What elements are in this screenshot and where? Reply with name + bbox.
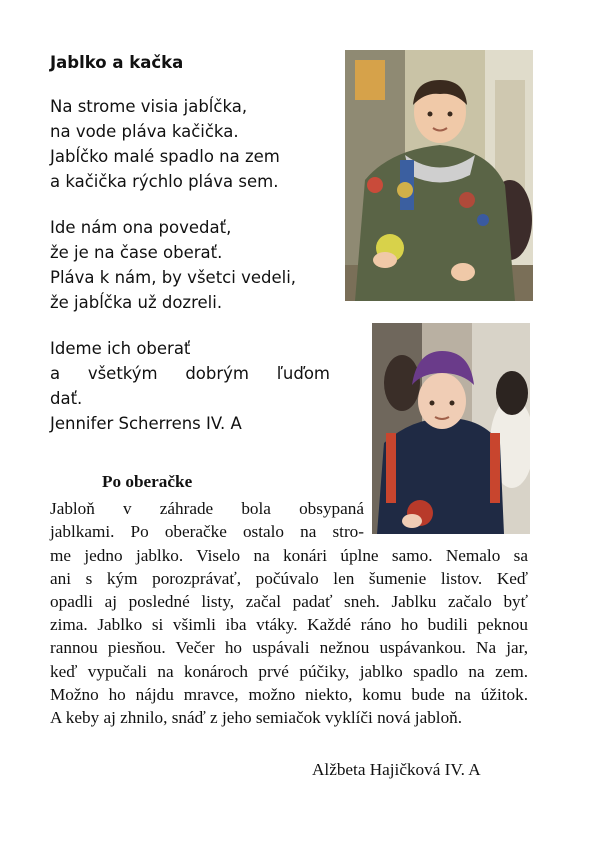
poem-line: že je na čase oberať. bbox=[50, 243, 223, 262]
story-line: rannou piesňou. Večer ho uspávali nežnou uspávankou. Na jar, bbox=[50, 638, 528, 658]
poem-line: a kačička rýchlo pláva sem. bbox=[50, 172, 279, 191]
poem-line: že jabĺčka už dozreli. bbox=[50, 293, 223, 312]
story-line: Možno ho nájdu mravce, možno niekto, komu bude na úžitok. bbox=[50, 684, 528, 704]
story-line: opadli aj posledné listy, začal padať sneh. Jablku začalo byť bbox=[50, 592, 528, 612]
poem-stanza-3 bbox=[50, 336, 330, 436]
poem-title: Jablko a kačka bbox=[50, 53, 184, 72]
poem bbox=[50, 50, 330, 436]
poem-line: dať. bbox=[50, 389, 83, 408]
story-line: Jabloň v záhrade bola obsypaná bbox=[50, 499, 364, 519]
poem-line: Na strome visia jabĺčka, bbox=[50, 97, 248, 116]
poem-stanza-2 bbox=[50, 215, 330, 315]
story-line: zima. Jablko si všimli iba vtáky. Každé ráno ho budili peknou bbox=[50, 615, 528, 635]
story-author: Alžbeta Hajičková IV. A bbox=[312, 760, 481, 779]
story-line: ani s kým porozprávať, počúvalo len šumenie listov. Keď bbox=[50, 568, 528, 588]
poem-line: na vode pláva kačička. bbox=[50, 122, 239, 141]
story-title: Po oberačke bbox=[102, 472, 193, 491]
story-line: me jedno jablko. Viselo na konári úplne samo. Nemalo sa bbox=[50, 545, 528, 565]
poem-line: Jabĺčko malé spadlo na zem bbox=[50, 147, 280, 166]
poem-line: a všetkým dobrým ľuďom bbox=[50, 364, 330, 383]
photo-boy-with-apple bbox=[345, 50, 533, 301]
boy-photo-illustration bbox=[345, 50, 533, 301]
poem-stanza-1 bbox=[50, 94, 330, 194]
story bbox=[50, 470, 528, 729]
story-line: A keby aj zhnilo, snáď z jeho semiačok vyklíči nová jabloň. bbox=[50, 708, 463, 728]
poem-author: Jennifer Scherrens IV. A bbox=[50, 414, 242, 433]
story-line: keď vypučali na konároch prvé púčiky, jablko spadlo na zem. bbox=[50, 661, 528, 681]
story-line: jablkami. Po oberačke ostalo na stro- bbox=[50, 522, 364, 542]
poem-line: Pláva k nám, by všetci vedeli, bbox=[50, 268, 297, 287]
poem-line: Ideme ich oberať bbox=[50, 339, 191, 358]
poem-line: Ide nám ona povedať, bbox=[50, 218, 232, 237]
